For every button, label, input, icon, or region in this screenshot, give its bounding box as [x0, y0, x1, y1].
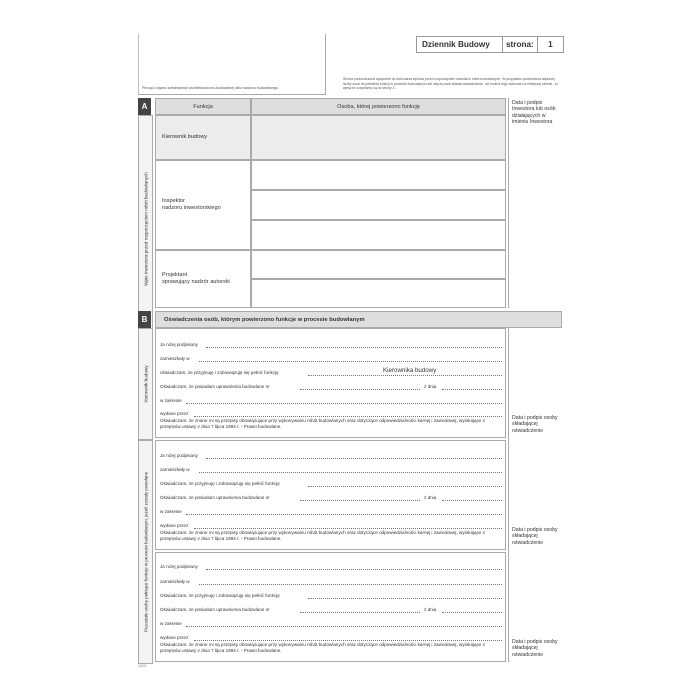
decl1-kierownik-value: Kierownika budowy	[383, 367, 437, 374]
col-person-header: Osoba, której powierzono funkcję	[251, 98, 506, 115]
decl3-date-line[interactable]	[442, 612, 502, 613]
person-projektant-field-2[interactable]	[251, 279, 506, 308]
decl1-accept-line[interactable]	[308, 375, 502, 376]
decl1-signed: Ja niżej podpisany	[160, 342, 198, 347]
title-box	[416, 36, 564, 53]
decl1-residing: zamieszkały w	[160, 356, 190, 361]
decl3-scope-line[interactable]	[186, 626, 502, 627]
decl3-side-label: Data i podpis osoby składającej oświadczenie	[512, 639, 558, 658]
decl1-scope-line[interactable]	[186, 403, 502, 404]
decl3-statement: Oświadczam, że znane mi są przepisy obowiązujące przy wykonywaniu robót budowlanych oraz dotyczące odpowiedzialności karnej i zawodowej, wynikające z przepisów ustawy z dnia 7 lipca 1994 r. - Prawo budowlane.	[160, 642, 486, 654]
decl2-signed: Ja niżej podpisany	[160, 453, 198, 458]
document-title: Dziennik Budowy	[422, 40, 490, 49]
decl1-statement: Oświadczam, że znane mi są przepisy obowiązujące przy wykonywaniu robót budowlanych oraz dotyczące odpowiedzialności karnej i zawodowej, wynikające z przepisów ustawy z dnia 7 lipca 1994 r. - Prawo budowlane.	[160, 418, 486, 430]
person-inspektor-field-3[interactable]	[251, 220, 506, 250]
function-inspektor-line2: nadzoru inwestorskiego	[162, 205, 221, 211]
decl3-residing: zamieszkały w	[160, 579, 190, 584]
section-a-vertical-label: Wpis Inwestora przed rozpoczęciem robót budowlanych	[143, 171, 148, 286]
decl2-residing-line[interactable]	[199, 472, 502, 473]
footer-mark: 1413	[138, 664, 146, 668]
section-a-side-label: Data i podpis Inwestora lub osób działających w imieniu Inwestora	[512, 100, 556, 126]
section-a-letter: A	[138, 98, 151, 115]
decl2-signed-line[interactable]	[206, 458, 502, 459]
decl1-residing-line[interactable]	[199, 361, 502, 362]
decl1-scope: w zakresie	[160, 398, 182, 403]
person-kierownik-field[interactable]	[251, 115, 506, 160]
decl2-scope: w zakresie	[160, 509, 182, 514]
stamp-caption: Pieczęć organu administracji architektoniczno-budowlanej albo nadzoru budowlanego	[142, 86, 279, 90]
decl3-accept: Oświadczam, że przyjmuję i zobowiązuję się pełnić funkcję	[160, 593, 280, 598]
section-b-vertical-cell-1	[138, 328, 153, 440]
section-b-right-border	[508, 328, 510, 662]
person-projektant-field-1[interactable]	[251, 250, 506, 279]
decl2-license: Oświadczam, że posiadam uprawnienia budowlane nr	[160, 495, 270, 500]
decl1-accept: oświadczam, że przyjmuję i zobowiązuję się pełnić funkcję	[160, 370, 279, 375]
section-b-letter: B	[138, 311, 151, 328]
decl1-issued-line[interactable]	[194, 416, 502, 417]
decl2-residing: zamieszkały w	[160, 467, 190, 472]
decl3-issued-line[interactable]	[194, 640, 502, 641]
decl3-accept-line[interactable]	[308, 598, 502, 599]
decl1-side-label: Data i podpis osoby składającej oświadczenie	[512, 415, 558, 434]
person-inspektor-field-1[interactable]	[251, 160, 506, 190]
decl2-issued: wydane przez	[160, 523, 189, 528]
decl2-license-line[interactable]	[300, 500, 420, 501]
decl2-scope-line[interactable]	[186, 514, 502, 515]
decl3-signed-line[interactable]	[206, 569, 502, 570]
decl3-signed: Ja niżej podpisany	[160, 564, 198, 569]
decl3-residing-line[interactable]	[199, 584, 502, 585]
function-kierownik	[155, 115, 251, 160]
function-kierownik-label: Kierownik budowy	[162, 134, 208, 140]
function-projektant-line2: sprawujący nadzór autorski	[162, 279, 230, 285]
decl3-license-line[interactable]	[300, 612, 420, 613]
section-a-vertical-cell	[138, 115, 153, 342]
decl1-issued: wydane przez	[160, 411, 189, 416]
decl3-scope: w zakresie	[160, 621, 182, 626]
decl3-license: Oświadczam, że posiadam uprawnienia budowlane nr	[160, 607, 270, 612]
decl2-date-line[interactable]	[442, 500, 502, 501]
decl2-statement: Oświadczam, że znane mi są przepisy obowiązujące przy wykonywaniu robót budowlanych oraz dotyczące odpowiedzialności karnej i zawodowej, wynikające z przepisów ustawy z dnia 7 lipca 1994 r. - Prawo budowlane.	[160, 530, 486, 542]
decl1-signed-line[interactable]	[206, 347, 502, 348]
function-projektant-line1: Projektant	[162, 272, 188, 278]
page-note: Strona przeznaczona wyłącznie do dokonania wpisów przed rozpoczęciem wszelkich robót budowlanych. W przypadku powierzenia większej liczby osób do pełnienia funkcji w procesie budowlanym lub więcej osób składa oświadczenie, niż można tego dokonać na niniejszej stronie - to wpisy te uczyniamy są od strony 3.	[343, 77, 559, 91]
decl3-date: z dnia	[424, 607, 437, 612]
person-inspektor-field-2[interactable]	[251, 190, 506, 220]
section-a-right-border	[508, 98, 510, 308]
decl1-date: z dnia	[424, 384, 437, 389]
decl1-license-line[interactable]	[300, 389, 420, 390]
decl2-issued-line[interactable]	[194, 528, 502, 529]
function-projektant	[155, 250, 251, 308]
function-inspektor	[155, 160, 251, 250]
section-b-vertical-label-2: Pozostałe osoby pełniące funkcje w procesie budowlanym, jeżeli zostały powołane	[143, 471, 148, 633]
decl1-license: Oświadczam, że posiadam uprawnienia budowlane nr	[160, 384, 270, 389]
decl2-side-label: Data i podpis osoby składającej oświadczenie	[512, 527, 558, 546]
function-inspektor-line1: Inspektor	[162, 198, 186, 204]
section-b-vertical-cell-2	[138, 440, 153, 664]
decl2-accept: Oświadczam, że przyjmuję i zobowiązuję się pełnić funkcję	[160, 481, 280, 486]
col-function-header: Funkcja	[155, 98, 251, 115]
section-b-heading: Oświadczenia osób, którym powierzono funkcje w procesie budowlanym	[155, 311, 562, 328]
page-label: strona:	[502, 37, 537, 52]
decl2-accept-line[interactable]	[308, 486, 502, 487]
page-number: 1	[537, 37, 563, 52]
decl3-issued: wydane przez	[160, 635, 189, 640]
decl1-date-line[interactable]	[442, 389, 502, 390]
journal-page	[138, 34, 562, 668]
decl2-date: z dnia	[424, 495, 437, 500]
section-b-vertical-label-1: Kierownik budowy	[143, 365, 148, 403]
